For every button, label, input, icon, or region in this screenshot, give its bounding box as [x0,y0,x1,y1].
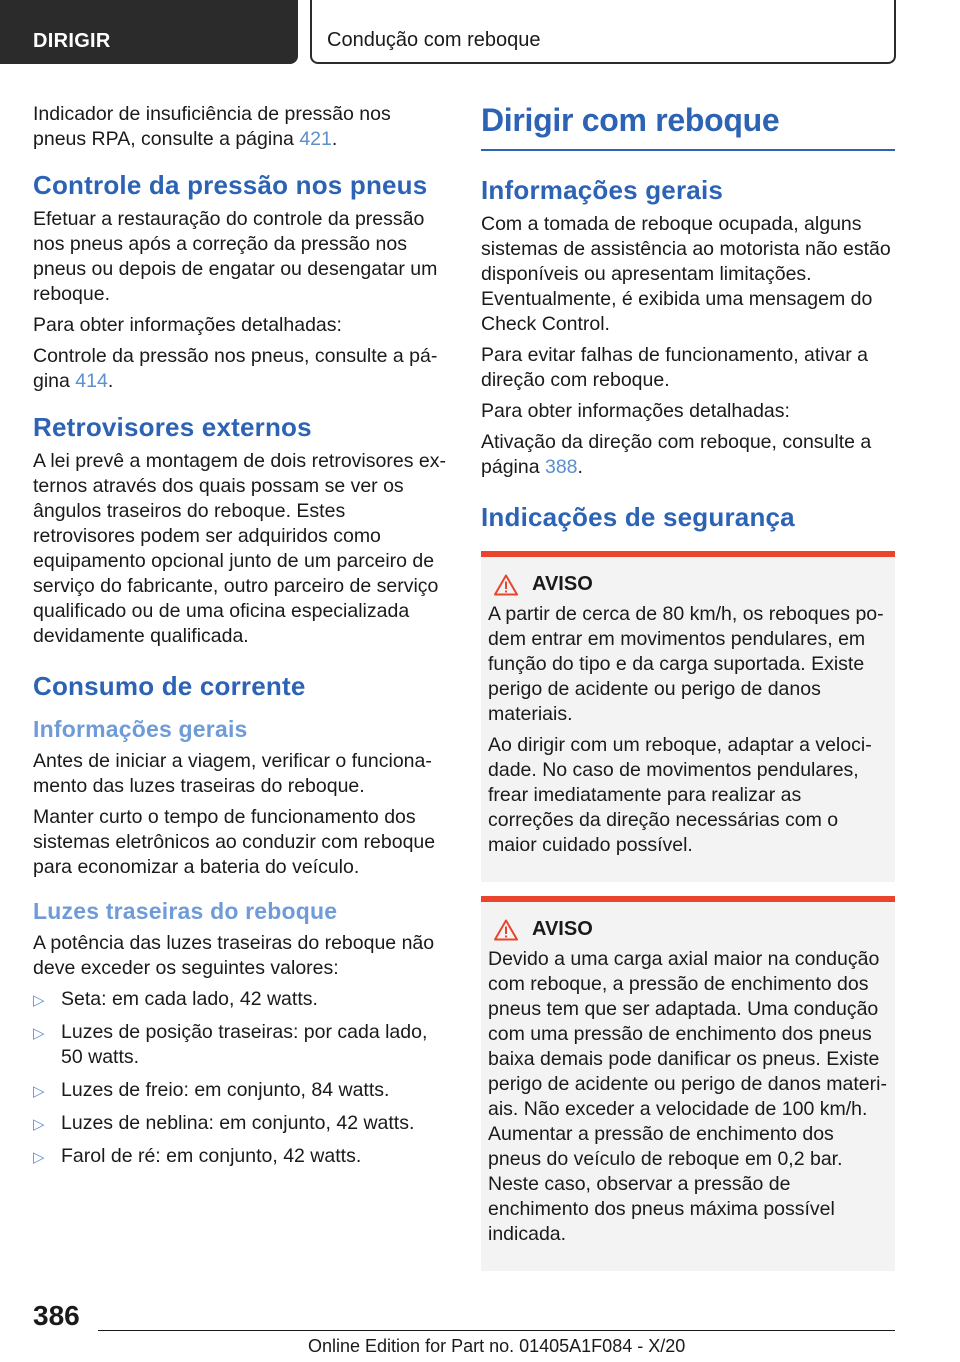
paragraph: Ao dirigir com um reboque, adaptar a velocidade. No caso de movimentos pendulares, frear imediatamente para realizar as correções da direção necessárias com o maior cuidado possível. [488,734,872,856]
heading-general-info: Informações gerais [481,175,724,205]
warning-label: AVISO [532,573,593,595]
subheading-general-info: Informações gerais [33,716,248,742]
triangle-bullet-icon: ▷ [33,1116,45,1133]
edition-text: Online Edition for Part no. 01405A1F084 - X/20 [308,1336,686,1356]
heading-tire-pressure: Controle da pressão nos pneus [33,170,428,200]
paragraph: Ativação da direção com reboque, consulte a página 388. [481,431,872,478]
page-link-414[interactable]: 414 [75,370,108,392]
warning-box [481,551,895,882]
page-link-388[interactable]: 388 [544,456,578,478]
intro-paragraph: Indicador de insuficiência de pressão nos pneus RPA, consulte a página 421. [33,103,391,150]
paragraph: Para obter informações detalhadas: [33,314,342,336]
page-link-421[interactable]: 421 [299,128,332,150]
warning-header [488,573,888,596]
paragraph: Para evitar falhas de funcionamento, ativar a direção com reboque. [481,344,868,391]
warning-label: AVISO [532,918,593,940]
paragraph: Efetuar a restauração do controle da pressão nos pneus após a correção da pressão nos pneus ou depois de engatar ou desengatar um reboque. [33,208,438,305]
paragraph: Manter curto o tempo de funcionamento dos sistemas eletrônicos ao conduzir com reboque para economizar a bateria do veículo. [33,806,436,878]
list-item: ▷ Farol de ré: em conjunto, 42 watts. [33,1144,448,1169]
list-item: ▷ Luzes de freio: em conjunto, 84 watts. [33,1078,448,1103]
paragraph: Devido a uma carga axial maior na condução com reboque, a pressão de enchimento dos pneus tem que ser adaptada. Uma condução com uma pressão de enchimento dos pneus baixa demais pode danificar os pneus. Existe perigo de acidente ou perigo de danos materiais. Não exceder a velocidade de 100 km/h. Aumentar a pressão de enchimento dos pneus do veículo de reboque em 0,2 bar. Neste caso, observar a pressão de enchimento dos pneus máxima possível indicada. [488,948,887,1245]
list-item: ▷ Seta: em cada lado, 42 watts. [33,987,448,1012]
paragraph: A lei prevê a montagem de dois retrovisores externos através dos quais possam se ver os ângulos traseiros do reboque. Estes retrovisores podem ser adquiridos como equipamento opcional junto de um parceiro de serviço do fabricante, outro parceiro de serviço qualificado ou de uma oficina especializada devidamente qualificada. [33,450,446,647]
triangle-bullet-icon: ▷ [33,1025,45,1042]
wattage-list [33,987,448,1169]
triangle-bullet-icon: ▷ [33,992,45,1009]
triangle-bullet-icon: ▷ [33,1083,45,1100]
footer-divider [98,1330,895,1331]
heading-safety: Indicações de segurança [481,502,795,532]
right-column [481,102,895,1271]
paragraph: A potência das luzes traseiras do reboque não deve exceder os seguintes valores: [33,932,435,979]
left-column [33,102,448,1177]
paragraph: Antes de iniciar a viagem, verificar o funcionamento das luzes traseiras do reboque. [33,750,432,797]
section-tab [0,0,298,64]
page-title: Dirigir com reboque [481,102,895,151]
paragraph: A partir de cerca de 80 km/h, os reboques podem entrar em movimentos pendulares, em função do tipo e da carga suportada. Existe perigo de acidente ou perigo de danos materiais. [488,603,884,725]
warning-box [481,896,895,1271]
paragraph: Com a tomada de reboque ocupada, alguns sistemas de assistência ao motorista não estão disponíveis ou apresentam limitações. Eventualmente, é exibida uma mensagem do Check Control. [481,213,891,335]
warning-triangle-icon [494,919,518,941]
page-number: 386 [33,1300,80,1331]
warning-triangle-icon [494,574,518,596]
heading-mirrors: Retrovisores externos [33,412,312,442]
list-item: ▷ Luzes de neblina: em conjunto, 42 watts. [33,1111,448,1136]
section-title: DIRIGIR [33,30,111,52]
triangle-bullet-icon: ▷ [33,1149,45,1166]
page-header [0,0,960,66]
heading-power: Consumo de corrente [33,671,306,701]
subheading-trailer-lights: Luzes traseiras do reboque [33,898,338,924]
warning-header [488,918,888,941]
list-item: ▷ Luzes de posição traseiras: por cada lado, 50 watts. [33,1021,428,1068]
chapter-tab [310,0,896,64]
paragraph: Para obter informações detalhadas: [481,400,790,422]
paragraph: Controle da pressão nos pneus, consulte a página 414. [33,345,438,392]
chapter-title: Condução com reboque [327,29,541,51]
